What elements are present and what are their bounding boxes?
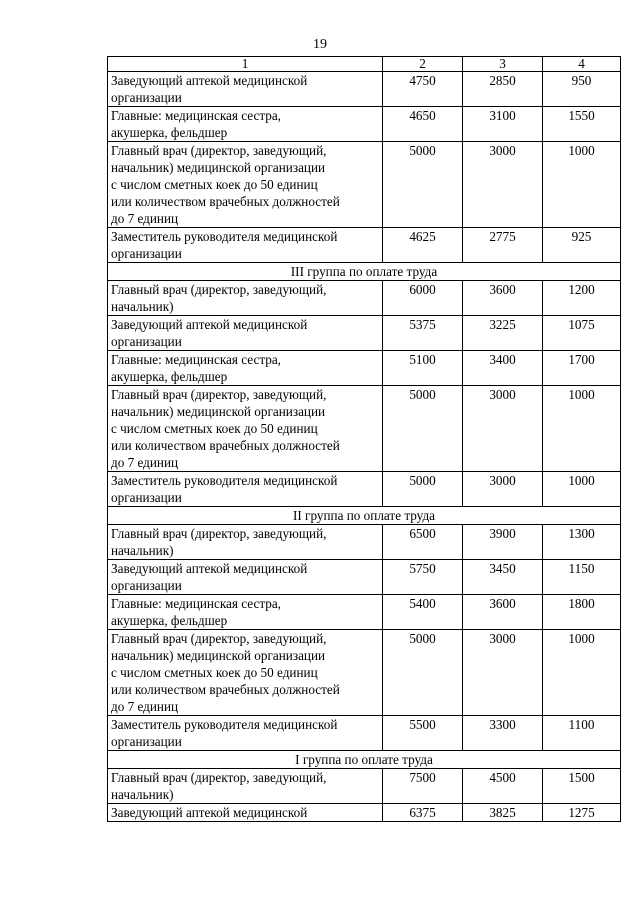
value-cell-col4: 1000	[543, 386, 621, 472]
value-cell-col2: 4650	[383, 107, 463, 142]
table-row	[108, 142, 621, 228]
value-cell-col3: 3300	[463, 716, 543, 751]
group-title: II группа по оплате труда	[108, 507, 621, 525]
table-row	[108, 107, 621, 142]
group-title: I группа по оплате труда	[108, 751, 621, 769]
page-number: 19	[313, 37, 327, 52]
position-cell: Заведующий аптекой медицинской	[108, 804, 383, 822]
position-cell: Главные: медицинская сестра, акушерка, фельдшер	[108, 107, 383, 142]
table-row	[108, 595, 621, 630]
group-header-row	[108, 263, 621, 281]
position-cell: Главный врач (директор, заведующий, начальник)	[108, 769, 383, 804]
value-cell-col2: 5100	[383, 351, 463, 386]
column-header-2: 2	[383, 57, 463, 72]
value-cell-col4: 1275	[543, 804, 621, 822]
value-cell-col4: 1075	[543, 316, 621, 351]
value-cell-col3: 3600	[463, 281, 543, 316]
table-row	[108, 804, 621, 822]
value-cell-col2: 4750	[383, 72, 463, 107]
position-cell: Заведующий аптекой медицинской организации	[108, 316, 383, 351]
value-cell-col3: 3000	[463, 630, 543, 716]
table-body	[108, 72, 621, 822]
value-cell-col2: 5375	[383, 316, 463, 351]
value-cell-col4: 1800	[543, 595, 621, 630]
value-cell-col4: 1150	[543, 560, 621, 595]
table-header-row	[108, 57, 621, 72]
position-cell: Главные: медицинская сестра, акушерка, фельдшер	[108, 595, 383, 630]
value-cell-col3: 3450	[463, 560, 543, 595]
value-cell-col2: 7500	[383, 769, 463, 804]
value-cell-col2: 4625	[383, 228, 463, 263]
position-cell: Заместитель руководителя медицинской организации	[108, 228, 383, 263]
table-row	[108, 316, 621, 351]
value-cell-col3: 2850	[463, 72, 543, 107]
value-cell-col3: 3100	[463, 107, 543, 142]
value-cell-col2: 5750	[383, 560, 463, 595]
value-cell-col4: 1200	[543, 281, 621, 316]
value-cell-col2: 5400	[383, 595, 463, 630]
value-cell-col3: 2775	[463, 228, 543, 263]
table-row	[108, 386, 621, 472]
group-title: III группа по оплате труда	[108, 263, 621, 281]
table-row	[108, 351, 621, 386]
value-cell-col2: 5000	[383, 472, 463, 507]
value-cell-col4: 925	[543, 228, 621, 263]
table-row	[108, 525, 621, 560]
table-row	[108, 72, 621, 107]
position-cell: Заведующий аптекой медицинской организации	[108, 72, 383, 107]
position-cell: Главный врач (директор, заведующий, начальник) медицинской организации с числом сметных коек до 50 единиц или количеством врачебных должностей до 7 единиц	[108, 386, 383, 472]
value-cell-col4: 1100	[543, 716, 621, 751]
group-header-row	[108, 507, 621, 525]
value-cell-col2: 5000	[383, 630, 463, 716]
value-cell-col2: 6000	[383, 281, 463, 316]
position-cell: Заместитель руководителя медицинской организации	[108, 716, 383, 751]
position-cell: Главный врач (директор, заведующий, начальник) медицинской организации с числом сметных коек до 50 единиц или количеством врачебных должностей до 7 единиц	[108, 142, 383, 228]
salary-table	[107, 56, 621, 822]
value-cell-col4: 1550	[543, 107, 621, 142]
value-cell-col2: 5000	[383, 142, 463, 228]
value-cell-col4: 1500	[543, 769, 621, 804]
group-header-row	[108, 751, 621, 769]
value-cell-col4: 1300	[543, 525, 621, 560]
column-header-4: 4	[543, 57, 621, 72]
value-cell-col2: 5000	[383, 386, 463, 472]
value-cell-col2: 5500	[383, 716, 463, 751]
value-cell-col4: 1000	[543, 630, 621, 716]
value-cell-col3: 3600	[463, 595, 543, 630]
position-cell: Заведующий аптекой медицинской организации	[108, 560, 383, 595]
value-cell-col3: 3000	[463, 142, 543, 228]
value-cell-col3: 3900	[463, 525, 543, 560]
table-row	[108, 630, 621, 716]
table-row	[108, 472, 621, 507]
column-header-1: 1	[108, 57, 383, 72]
value-cell-col4: 950	[543, 72, 621, 107]
position-cell: Заместитель руководителя медицинской организации	[108, 472, 383, 507]
value-cell-col4: 1700	[543, 351, 621, 386]
table-row	[108, 560, 621, 595]
value-cell-col3: 3000	[463, 472, 543, 507]
column-header-3: 3	[463, 57, 543, 72]
position-cell: Главный врач (директор, заведующий, начальник)	[108, 281, 383, 316]
value-cell-col4: 1000	[543, 142, 621, 228]
value-cell-col3: 4500	[463, 769, 543, 804]
value-cell-col2: 6375	[383, 804, 463, 822]
value-cell-col3: 3225	[463, 316, 543, 351]
value-cell-col3: 3000	[463, 386, 543, 472]
table-row	[108, 769, 621, 804]
table-row	[108, 281, 621, 316]
table-row	[108, 716, 621, 751]
position-cell: Главный врач (директор, заведующий, начальник) медицинской организации с числом сметных коек до 50 единиц или количеством врачебных должностей до 7 единиц	[108, 630, 383, 716]
value-cell-col2: 6500	[383, 525, 463, 560]
position-cell: Главные: медицинская сестра, акушерка, фельдшер	[108, 351, 383, 386]
position-cell: Главный врач (директор, заведующий, начальник)	[108, 525, 383, 560]
value-cell-col3: 3825	[463, 804, 543, 822]
value-cell-col3: 3400	[463, 351, 543, 386]
value-cell-col4: 1000	[543, 472, 621, 507]
table-row	[108, 228, 621, 263]
